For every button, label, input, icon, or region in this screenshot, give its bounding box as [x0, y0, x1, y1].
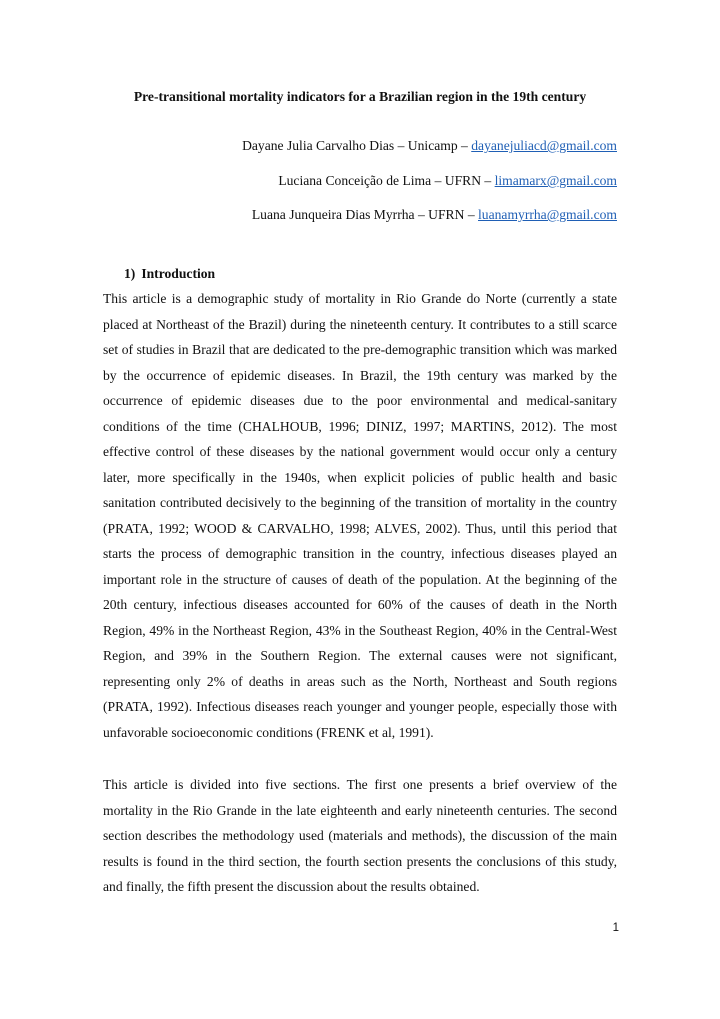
author-affiliation: UFRN — [428, 207, 465, 222]
author-name: Luana Junqueira Dias Myrrha — [251, 207, 415, 222]
author-line: Dayane Julia Carvalho Dias – Unicamp – dayanejuliacd@gmail.com — [242, 138, 617, 153]
author-email-link[interactable]: luanamyrrha@gmail.com — [478, 207, 617, 222]
author-affiliation: UFRN — [444, 173, 482, 188]
author-name: Luciana Conceição de Lima — [278, 173, 432, 188]
body-paragraph: This article is divided into five sections. The first one presents a brief overview of the mortality in the Rio Grande in the late eighteenth and early nineteenth centuries. The second section describes the methodology used (materials and methods), the discussion of the main results is found in the third section, the fourth section presents the conclusions of this study, and finally, the fifth present the discussion about the results obtained. — [103, 777, 617, 894]
section-heading — [124, 265, 215, 283]
author-name: Dayane Julia Carvalho Dias — [242, 138, 395, 153]
section-title: Introduction — [141, 266, 216, 281]
body-paragraph: This article is a demographic study of mortality in Rio Grande do Norte (currently a state placed at Northeast of the Brazil) during the nineteenth century. It contributes to a still scarce set of studies in Brazil that are dedicated to the pre-demographic transition which was marked by the occurrence of epidemic diseases. In Brazil, the 19th century was marked by the occurrence of epidemic diseases due to the poor environmental and medical-sanitary conditions of the time (CHALHOUB, 1996; DINIZ, 1997; MARTINS, 2012). The most effective control of these diseases by the national government would occur only a century later, more specifically in the 1940s, when explicit policies of public health and basic sanitation contributed decisively to the beginning of the transition of mortality in the country (PRATA, 1992; WOOD & CARVALHO, 1998; ALVES, 2002). Thus, until this period that starts the process of demographic transition in the country, infectious diseases played an important role in the structure of causes of death of the population. At the beginning of the 20th century, infectious diseases accounted for 60% of the causes of death in the North Region, 49% in the Northeast Region, 43% in the Southeast Region, 40% in the Central-West Region, and 39% in the Southern Region. The external causes were not significant, representing only 2% of deaths in areas such as the North, Northeast and South regions (PRATA, 1992). Infectious diseases reach younger and younger people, especially those with unfavorable socioeconomic conditions (FRENK et al, 1991). — [103, 291, 617, 740]
paper-title: Pre-transitional mortality indicators for a Brazilian region in the 19th century — [133, 89, 587, 104]
author-line: Luana Junqueira Dias Myrrha – UFRN – luanamyrrha@gmail.com — [251, 207, 617, 222]
author-affiliation: Unicamp — [407, 138, 458, 153]
section-number: 1) — [124, 266, 136, 281]
author-email-link[interactable]: limamarx@gmail.com — [494, 173, 617, 188]
author-email-link[interactable]: dayanejuliacd@gmail.com — [471, 138, 617, 153]
page-number: 1 — [612, 922, 619, 934]
author-line: Luciana Conceição de Lima – UFRN – limamarx@gmail.com — [278, 173, 617, 188]
